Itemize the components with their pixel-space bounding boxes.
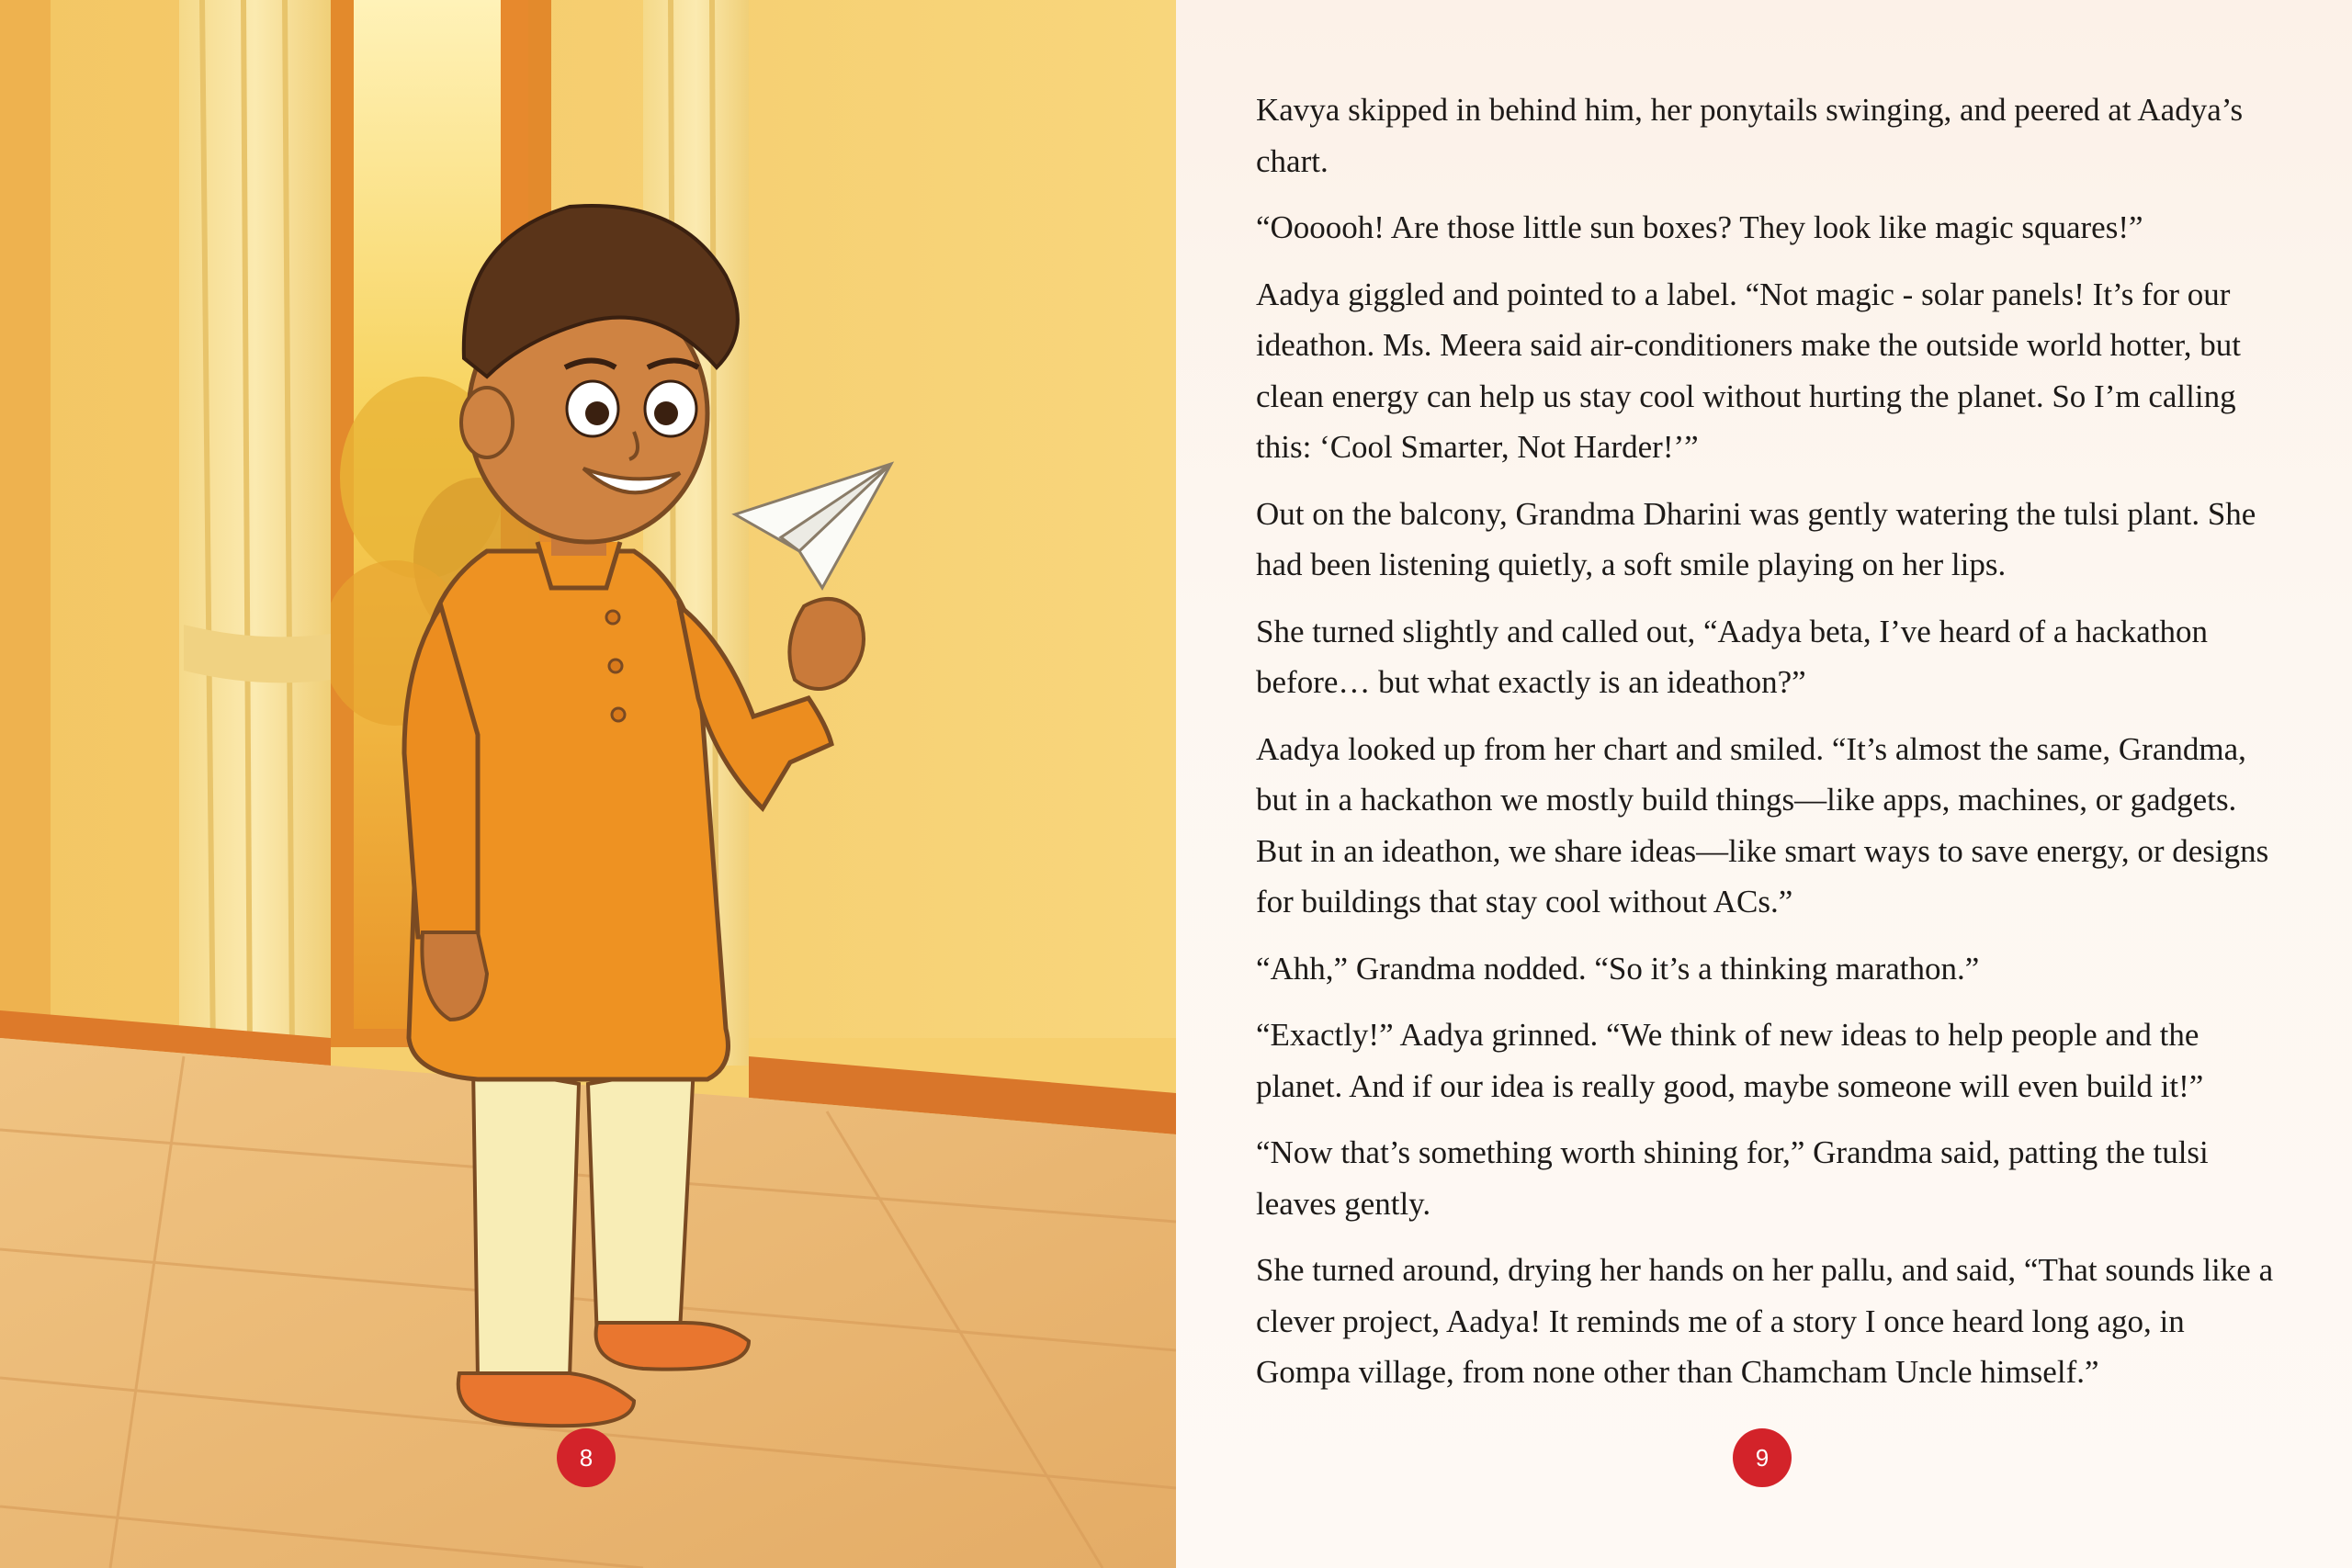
page-number-left: 8 — [557, 1428, 616, 1487]
paragraph: She turned slightly and called out, “Aadya beta, I’ve heard of a hackathon before… but what exactly is an ideathon?” — [1256, 613, 2209, 700]
paragraph: “Ahh,” Grandma nodded. “So it’s a thinking marathon.” — [1256, 950, 1980, 987]
page-number-right: 9 — [1733, 1428, 1792, 1487]
paragraph: “Oooooh! Are those little sun boxes? They look like magic squares!” — [1256, 209, 2143, 245]
paragraph: Kavya skipped in behind him, her ponytails swinging, and peered at Aadya’s chart. — [1256, 92, 2244, 179]
paragraph: Aadya looked up from her chart and smiled. “It’s almost the same, Grandma, but in a hackathon we mostly build things—like apps, machines, or gadgets. But in an ideathon, we share ideas—like smart ways to save energy, or designs for buildings that stay cool without ACs.” — [1256, 730, 2269, 919]
story-text — [1256, 85, 2285, 1414]
paragraph: Out on the balcony, Grandma Dharini was gently watering the tulsi plant. She had been listening quietly, a soft smile playing on her lips. — [1256, 495, 2256, 582]
paragraph: Aadya giggled and pointed to a label. “Not magic - solar panels! It’s for our ideathon. Ms. Meera said air-conditioners make the outside world hotter, but clean energy can help us stay cool without hurting the planet. So I’m calling this: ‘Cool Smarter, Not Harder!’” — [1256, 276, 2241, 465]
paragraph: “Now that’s something worth shining for,” Grandma said, patting the tulsi leaves gently. — [1256, 1134, 2209, 1222]
paragraph: She turned around, drying her hands on her pallu, and said, “That sounds like a clever project, Aadya! It reminds me of a story I once heard long ago, in Gompa village, from none other than Chamcham Uncle himself.” — [1256, 1252, 2274, 1390]
right-page — [1176, 0, 2352, 1568]
paragraph: “Exactly!” Aadya grinned. “We think of new ideas to help people and the planet. And if our idea is really good, maybe someone will even build it!” — [1256, 1017, 2204, 1104]
